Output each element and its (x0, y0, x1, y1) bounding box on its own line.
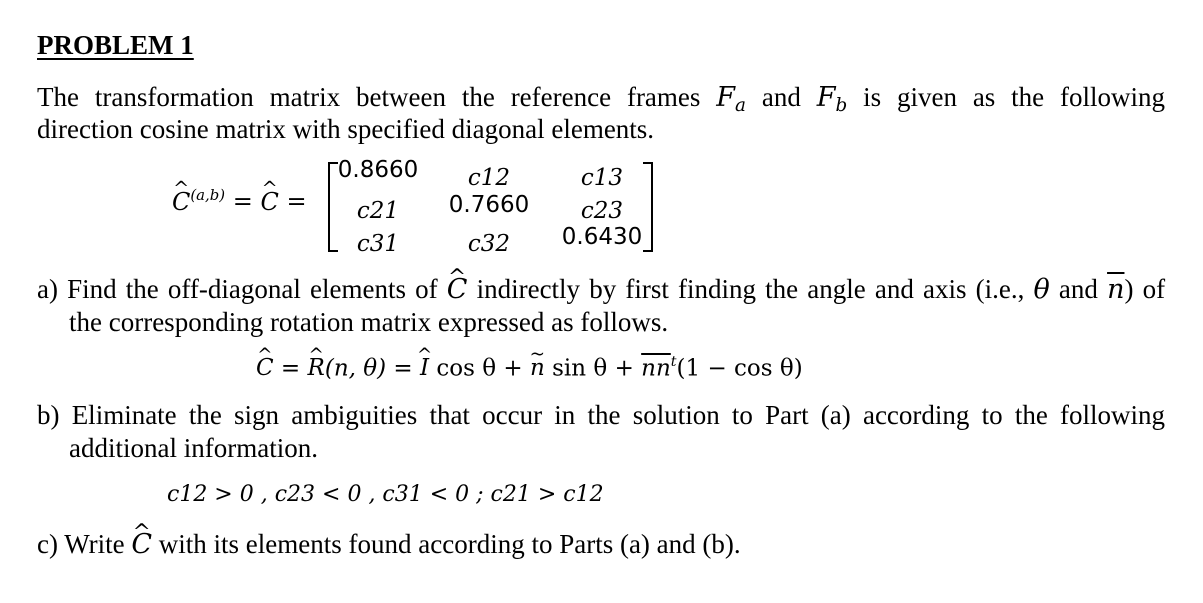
frame-a-symbol: $F_a$ (716, 82, 746, 117)
matrix-cell-33: 0.6430 (561, 224, 643, 250)
sign-conditions: c12 > 0 , c23 < 0 , c31 < 0 ; c21 > c12 (167, 482, 604, 507)
matrix-cell-22: 0.7660 (448, 192, 530, 218)
part-c-line: c) Write ^ C with its elements found according to Parts (a) and (b). (37, 527, 741, 562)
part-a-theta: θ (1033, 274, 1050, 305)
matrix-cell-11: 0.8660 (337, 157, 419, 183)
matrix-cell-31: c31 (356, 231, 400, 257)
problem-title: PROBLEM 1 (37, 30, 194, 60)
matrix-cell-32: c32 (467, 231, 511, 257)
matrix-cell-23: c23 (580, 198, 624, 224)
part-a-line-1: a) Find the off-diagonal elements of ^ C indirectly by first finding the angle and axis (i.e., θ and $\overline{n}$) of (37, 272, 1165, 307)
part-c-c-symbol: ^ C (131, 528, 152, 562)
intro-text-a: The transformation matrix between the reference frames (37, 82, 701, 112)
rotation-equation: ^ C = ^ R(n, θ) = ^ I cos θ + ~ n $\sin \theta + \overline{nn}^t(1 - \cos \theta)$ (256, 354, 803, 381)
matrix-lhs: ^ C$^{(a,b)}$ = ^ C = (172, 186, 307, 216)
part-b-line-2: additional information. (69, 433, 318, 463)
part-a-n-symbol: $\overline{n}$ (1107, 274, 1125, 305)
intro-line-2: direction cosine matrix with specified diagonal elements. (37, 114, 655, 144)
intro-text-b: is given as the following (863, 82, 1166, 112)
matrix-cell-13: c13 (580, 165, 624, 191)
matrix-cell-21: c21 (356, 198, 400, 224)
frame-b-symbol: $F_b$ (816, 82, 848, 117)
intro-and: and (761, 82, 801, 112)
part-a-line-2: the corresponding rotation matrix expressed as follows. (69, 307, 669, 337)
matrix-cell-12: c12 (467, 165, 511, 191)
part-a-c-symbol: ^ C (447, 273, 468, 307)
part-b-line-1: b) Eliminate the sign ambiguities that occur in the solution to Part (a) according to the following (37, 400, 1165, 430)
